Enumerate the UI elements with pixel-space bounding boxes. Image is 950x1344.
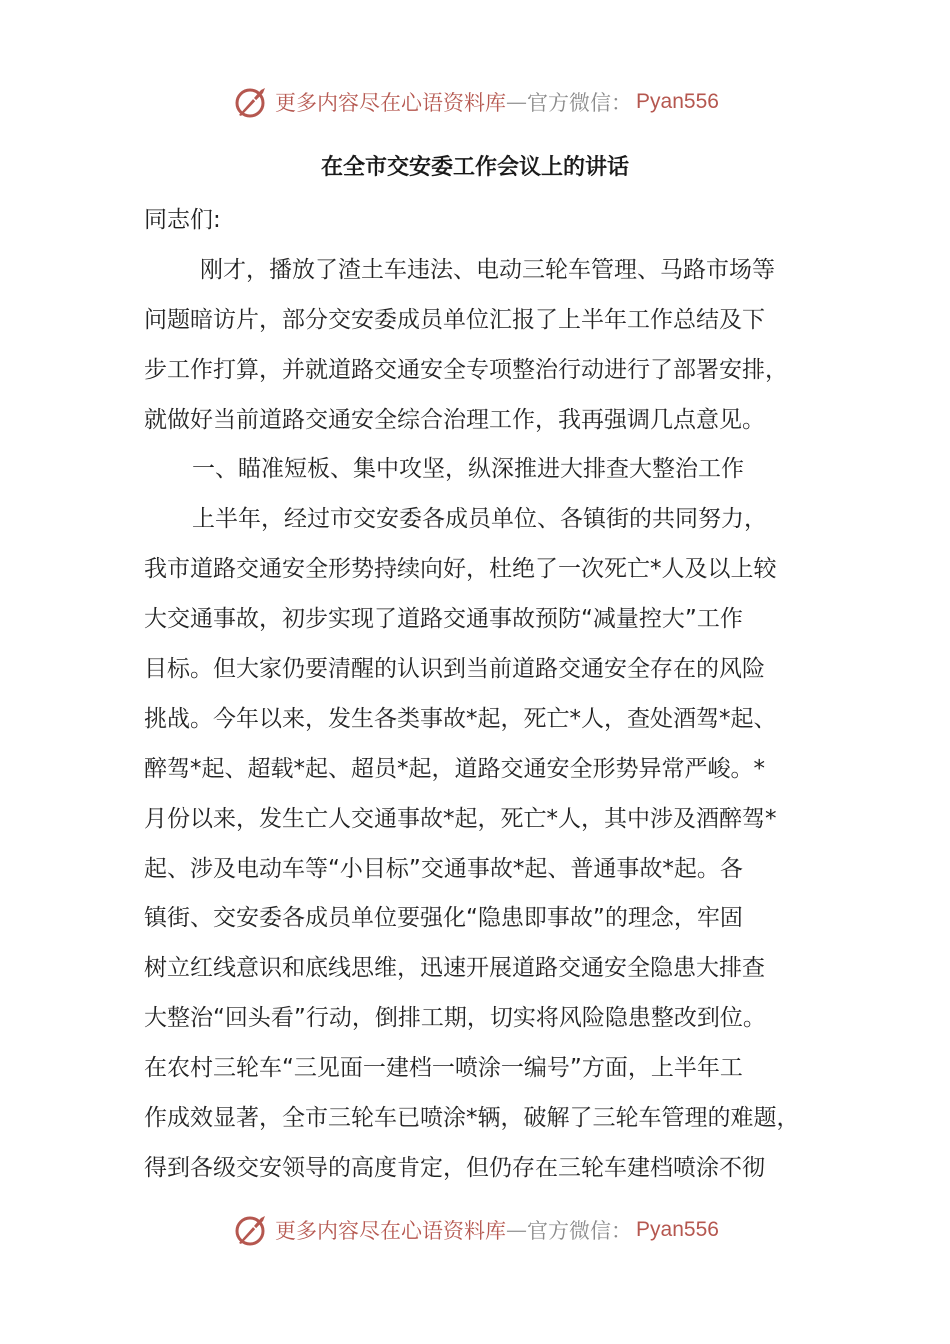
footer-banner — [0, 1208, 950, 1252]
text-line: 树立红线意识和底线思维，迅速开展道路交通安全隐患大排查 — [144, 955, 765, 982]
document-body — [144, 196, 824, 1194]
text-line: 得到各级交安领导的高度肯定，但仍存在三轮车建档喷涂不彻 — [144, 1154, 765, 1181]
banner-wechat-id: Pyan556 — [636, 90, 719, 113]
text-line: 目标。但大家仍要清醒的认识到当前道路交通安全存在的风险 — [144, 656, 765, 683]
text-line: 起、涉及电动车等“小目标”交通事故*起、普通事故*起。各 — [144, 855, 743, 882]
quill-logo-icon — [231, 1210, 271, 1250]
text-line: 醉驾*起、超载*起、超员*起，道路交通安全形势异常严峻。* — [144, 755, 765, 782]
text-line: 就做好当前道路交通安全综合治理工作，我再强调几点意见。 — [144, 406, 765, 433]
header-banner — [0, 80, 950, 124]
text-line: 在农村三轮车“三见面一建档一喷涂一编号”方面，上半年工 — [144, 1055, 743, 1082]
banner-wechat-label: 官方微信： — [527, 91, 633, 115]
text-line: 刚才，播放了渣土车违法、电动三轮车管理、马路市场等 — [200, 256, 775, 283]
text-line: 大整治“回头看”行动，倒排工期，切实将风险隐患整改到位。 — [144, 1005, 766, 1032]
banner-text: 更多内容尽在心语资料库 — [275, 1219, 507, 1243]
text-line: 镇街、交安委各成员单位要强化“隐患即事故”的理念，牢固 — [144, 905, 743, 932]
banner-wechat-id: Pyan556 — [636, 1218, 719, 1241]
text-line: 大交通事故，初步实现了道路交通事故预防“减量控大”工作 — [144, 606, 743, 633]
banner-separator: — — [506, 1218, 528, 1242]
banner-text: 更多内容尽在心语资料库 — [275, 91, 507, 115]
text-line: 月份以来，发生亡人交通事故*起，死亡*人，其中涉及酒醉驾* — [144, 805, 777, 832]
text-line: 步工作打算，并就道路交通安全专项整治行动进行了部署安排， — [144, 356, 788, 383]
text-line: 我市道路交通安全形势持续向好，杜绝了一次死亡*人及以上较 — [144, 556, 777, 583]
text-line: 挑战。今年以来，发生各类事故*起，死亡*人，查处酒驾*起、 — [144, 705, 777, 732]
banner-separator: — — [506, 90, 528, 114]
section-heading: 一、瞄准短板、集中攻坚，纵深推进大排查大整治工作 — [192, 456, 744, 483]
text-line: 上半年，经过市交安委各成员单位、各镇街的共同努力， — [192, 506, 767, 533]
salutation: 同志们: — [144, 207, 221, 233]
text-line: 作成效显著，全市三轮车已喷涂*辆，破解了三轮车管理的难题， — [144, 1105, 800, 1132]
quill-logo-icon — [231, 82, 271, 122]
text-line: 问题暗访片，部分交安委成员单位汇报了上半年工作总结及下 — [144, 306, 765, 333]
document-title: 在全市交安委工作会议上的讲话 — [320, 155, 629, 180]
banner-wechat-label: 官方微信： — [527, 1219, 633, 1243]
